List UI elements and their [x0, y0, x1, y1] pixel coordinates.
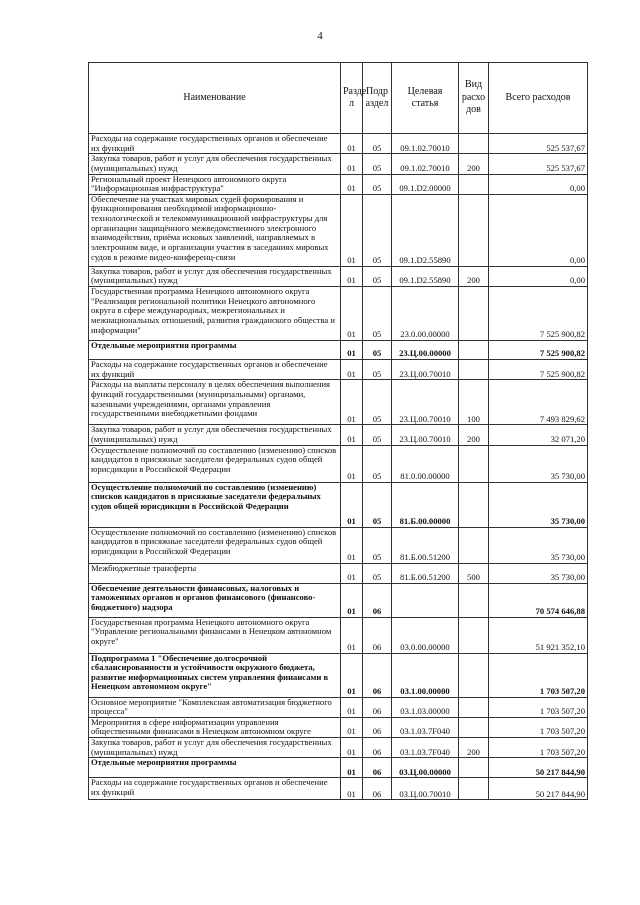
subsection-cell: 05	[363, 287, 392, 341]
target-article-cell: 03.1.00.00000	[392, 653, 459, 697]
table-row	[89, 360, 588, 380]
total-cell: 0,00	[489, 174, 588, 194]
target-article-cell: 03.1.03.7F040	[392, 717, 459, 737]
name-cell: Расходы на содержание государственных органов и обеспечение их функций	[89, 778, 341, 800]
table-row	[89, 738, 588, 758]
expense-type-cell	[459, 341, 489, 360]
table-row	[89, 134, 588, 154]
name-cell: Отдельные мероприятия программы	[89, 758, 341, 778]
subsection-cell: 05	[363, 425, 392, 445]
section-cell: 01	[341, 563, 363, 583]
target-article-cell: 09.1.02.70010	[392, 154, 459, 174]
name-cell: Основное мероприятие "Комплексная автоматизация бюджетного процесса"	[89, 697, 341, 717]
expense-type-cell	[459, 717, 489, 737]
target-article-cell: 81.Б.00.51200	[392, 527, 459, 563]
total-cell: 35 730,00	[489, 445, 588, 482]
expense-type-cell: 100	[459, 380, 489, 425]
subsection-cell: 05	[363, 154, 392, 174]
table-row	[89, 341, 588, 360]
target-article-cell: 03.1.03.7F040	[392, 738, 459, 758]
name-cell: Закупка товаров, работ и услуг для обеспечения государственных (муниципальных) нужд	[89, 425, 341, 445]
subsection-cell: 05	[363, 174, 392, 194]
budget-table	[88, 62, 588, 800]
name-cell: Обеспечение на участках мировых судей формирования и функционирования необходимой информационно-технологической и телекоммуникационной инфраструктуры для организации защищённого межведомственного электронного взаимодействия, приёма исковых заявлений, направляемых в электронном виде, и организации участия в заседаниях мировых судов в режиме видео-конференц-связи	[89, 194, 341, 266]
expense-type-cell	[459, 445, 489, 482]
header-total: Всего расходов	[489, 63, 588, 134]
table-header-row	[89, 63, 588, 134]
expense-type-cell: 200	[459, 738, 489, 758]
section-cell: 01	[341, 341, 363, 360]
name-cell: Мероприятия в сфере информатизации управления общественными финансами в Ненецком автономном округе	[89, 717, 341, 737]
table-row	[89, 527, 588, 563]
subsection-cell: 05	[363, 445, 392, 482]
subsection-cell: 05	[363, 134, 392, 154]
expense-type-cell	[459, 360, 489, 380]
table-row	[89, 194, 588, 266]
expense-type-cell: 200	[459, 266, 489, 286]
target-article-cell: 23.Ц.00.70010	[392, 380, 459, 425]
subsection-cell: 05	[363, 194, 392, 266]
total-cell: 35 730,00	[489, 563, 588, 583]
table-row	[89, 758, 588, 778]
section-cell: 01	[341, 266, 363, 286]
total-cell: 7 525 900,82	[489, 360, 588, 380]
section-cell: 01	[341, 697, 363, 717]
name-cell: Государственная программа Ненецкого автономного округа "Реализация региональной политики Ненецкого автономного округа в сфере международных, межрегиональных и межнациональных отношений, развития гражданского общества и информации"	[89, 287, 341, 341]
expense-type-cell	[459, 697, 489, 717]
table-row	[89, 154, 588, 174]
header-expense-type: Вид расхо дов	[459, 63, 489, 134]
expense-type-cell	[459, 758, 489, 778]
total-cell: 7 525 900,82	[489, 341, 588, 360]
subsection-cell: 06	[363, 778, 392, 800]
expense-type-cell	[459, 653, 489, 697]
expense-type-cell: 500	[459, 563, 489, 583]
total-cell: 35 730,00	[489, 527, 588, 563]
table-row	[89, 617, 588, 653]
target-article-cell: 81.0.00.00000	[392, 445, 459, 482]
name-cell: Расходы на содержание государственных органов и обеспечение их функций	[89, 134, 341, 154]
subsection-cell: 05	[363, 360, 392, 380]
table-row	[89, 697, 588, 717]
name-cell: Осуществление полномочий по составлению (изменению) списков кандидатов в присяжные заседатели федеральных судов общей юрисдикции в Российской Федерации	[89, 445, 341, 482]
target-article-cell: 23.Ц.00.70010	[392, 425, 459, 445]
subsection-cell: 05	[363, 380, 392, 425]
header-target-article: Целевая статья	[392, 63, 459, 134]
table-row	[89, 425, 588, 445]
expense-type-cell	[459, 134, 489, 154]
target-article-cell: 23.0.00.00000	[392, 287, 459, 341]
name-cell: Осуществление полномочий по составлению (изменению) списков кандидатов в присяжные заседатели федеральных судов общей юрисдикции в Российской Федерации	[89, 527, 341, 563]
header-name: Наименование	[89, 63, 341, 134]
table-row	[89, 482, 588, 527]
total-cell: 1 703 507,20	[489, 653, 588, 697]
target-article-cell: 03.1.03.00000	[392, 697, 459, 717]
section-cell: 01	[341, 738, 363, 758]
total-cell: 7 525 900,82	[489, 287, 588, 341]
table-row	[89, 583, 588, 617]
expense-type-cell	[459, 527, 489, 563]
expense-type-cell	[459, 583, 489, 617]
target-article-cell: 23.Ц.00.00000	[392, 341, 459, 360]
name-cell: Закупка товаров, работ и услуг для обеспечения государственных (муниципальных) нужд	[89, 154, 341, 174]
total-cell: 1 703 507,20	[489, 717, 588, 737]
target-article-cell	[392, 583, 459, 617]
subsection-cell: 05	[363, 563, 392, 583]
subsection-cell: 05	[363, 266, 392, 286]
name-cell: Расходы на содержание государственных органов и обеспечение их функций	[89, 360, 341, 380]
expense-type-cell	[459, 194, 489, 266]
subsection-cell: 05	[363, 341, 392, 360]
table-row	[89, 380, 588, 425]
target-article-cell: 09.1.02.70010	[392, 134, 459, 154]
target-article-cell: 81.Б.00.00000	[392, 482, 459, 527]
target-article-cell: 23.Ц.00.70010	[392, 360, 459, 380]
table-row	[89, 653, 588, 697]
total-cell: 7 493 829,62	[489, 380, 588, 425]
total-cell: 51 921 352,10	[489, 617, 588, 653]
section-cell: 01	[341, 425, 363, 445]
name-cell: Подпрограмма 1 "Обеспечение долгосрочной сбалансированности и устойчивости окружного бюджета, развитие информационных систем управления финансами в Ненецком автономном округе"	[89, 653, 341, 697]
subsection-cell: 06	[363, 583, 392, 617]
section-cell: 01	[341, 758, 363, 778]
name-cell: Государственная программа Ненецкого автономного округа "Управление региональными финансами в Ненецком автономном округе"	[89, 617, 341, 653]
section-cell: 01	[341, 174, 363, 194]
section-cell: 01	[341, 617, 363, 653]
name-cell: Межбюджетные трансферты	[89, 563, 341, 583]
name-cell: Обеспечение деятельности финансовых, налоговых и таможенных органов и органов финансового (финансово-бюджетного) надзора	[89, 583, 341, 617]
total-cell: 1 703 507,20	[489, 738, 588, 758]
header-subsection: Подр аздел	[363, 63, 392, 134]
subsection-cell: 06	[363, 717, 392, 737]
target-article-cell: 03.Ц.00.00000	[392, 758, 459, 778]
total-cell: 0,00	[489, 266, 588, 286]
name-cell: Закупка товаров, работ и услуг для обеспечения государственных (муниципальных) нужд	[89, 738, 341, 758]
table-row	[89, 717, 588, 737]
section-cell: 01	[341, 380, 363, 425]
total-cell: 50 217 844,90	[489, 778, 588, 800]
total-cell: 1 703 507,20	[489, 697, 588, 717]
name-cell: Осуществление полномочий по составлению (изменению) списков кандидатов в присяжные заседатели федеральных судов общей юрисдикции в Российской Федерации	[89, 482, 341, 527]
table-row	[89, 563, 588, 583]
name-cell: Закупка товаров, работ и услуг для обеспечения государственных (муниципальных) нужд	[89, 266, 341, 286]
subsection-cell: 05	[363, 482, 392, 527]
page-number: 4	[317, 30, 323, 42]
total-cell: 70 574 646,88	[489, 583, 588, 617]
section-cell: 01	[341, 717, 363, 737]
section-cell: 01	[341, 194, 363, 266]
table-body	[89, 134, 588, 800]
expense-type-cell	[459, 617, 489, 653]
table-row	[89, 778, 588, 800]
section-cell: 01	[341, 653, 363, 697]
expense-type-cell	[459, 287, 489, 341]
table-row	[89, 174, 588, 194]
subsection-cell: 06	[363, 617, 392, 653]
subsection-cell: 06	[363, 653, 392, 697]
section-cell: 01	[341, 445, 363, 482]
section-cell: 01	[341, 778, 363, 800]
section-cell: 01	[341, 360, 363, 380]
name-cell: Региональный проект Ненецкого автономного округа "Информационная инфраструктура"	[89, 174, 341, 194]
total-cell: 525 537,67	[489, 134, 588, 154]
target-article-cell: 09.1.D2.00000	[392, 174, 459, 194]
subsection-cell: 06	[363, 738, 392, 758]
total-cell: 525 537,67	[489, 154, 588, 174]
total-cell: 32 071,20	[489, 425, 588, 445]
section-cell: 01	[341, 583, 363, 617]
section-cell: 01	[341, 154, 363, 174]
total-cell: 35 730,00	[489, 482, 588, 527]
name-cell: Отдельные мероприятия программы	[89, 341, 341, 360]
section-cell: 01	[341, 527, 363, 563]
target-article-cell: 81.Б.00.51200	[392, 563, 459, 583]
table-row	[89, 287, 588, 341]
section-cell: 01	[341, 482, 363, 527]
expense-type-cell: 200	[459, 425, 489, 445]
subsection-cell: 06	[363, 758, 392, 778]
table-row	[89, 266, 588, 286]
target-article-cell: 09.1.D2.55890	[392, 194, 459, 266]
target-article-cell: 09.1.D2.55890	[392, 266, 459, 286]
target-article-cell: 03.0.00.00000	[392, 617, 459, 653]
total-cell: 0,00	[489, 194, 588, 266]
expense-type-cell	[459, 174, 489, 194]
subsection-cell: 06	[363, 697, 392, 717]
expense-type-cell	[459, 778, 489, 800]
table-row	[89, 445, 588, 482]
header-section: Разде л	[341, 63, 363, 134]
total-cell: 50 217 844,90	[489, 758, 588, 778]
target-article-cell: 03.Ц.00.70010	[392, 778, 459, 800]
expense-type-cell: 200	[459, 154, 489, 174]
subsection-cell: 05	[363, 527, 392, 563]
section-cell: 01	[341, 134, 363, 154]
expense-type-cell	[459, 482, 489, 527]
section-cell: 01	[341, 287, 363, 341]
name-cell: Расходы на выплаты персоналу в целях обеспечения выполнения функций государственными (муниципальными) органами, казенными учреждениями, органами управления государственными внебюджетными фондами	[89, 380, 341, 425]
